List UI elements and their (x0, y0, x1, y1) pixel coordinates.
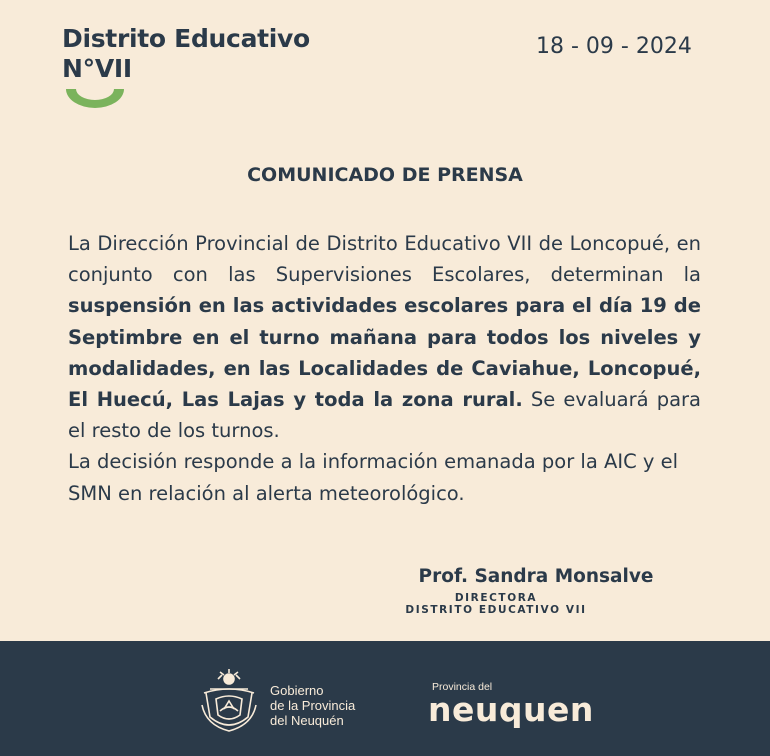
body-p1-start: La Dirección Provincial de Distrito Educativo VII de Loncopué, en conjunto con las Supervisiones Escolares, determinan la (68, 232, 701, 287)
smile-logo-icon (64, 89, 126, 109)
signature-org: DISTRITO EDUCATIVO VII (405, 604, 587, 616)
district-title-line2: N°VII (62, 54, 132, 83)
gov-line-1: Gobierno (270, 683, 324, 698)
body-paragraph-1 (68, 228, 701, 446)
signature-role: DIRECTORA (454, 592, 538, 604)
district-title (62, 24, 310, 84)
gov-line-3: del Neuquén (270, 713, 344, 728)
press-release-heading: COMUNICADO DE PRENSA (247, 164, 523, 186)
province-emblem-icon (196, 665, 262, 735)
signature-role-block (380, 592, 612, 616)
gov-line-2: de la Provincia (270, 698, 356, 713)
brand-small-text: Provincia del (432, 681, 493, 693)
footer-bar (0, 641, 770, 756)
body-p1-end: Se evaluará para el resto de los turnos. (68, 388, 702, 443)
district-title-line1: Distrito Educativo (62, 24, 310, 53)
press-release-body (68, 228, 701, 509)
signature-name: Prof. Sandra Monsalve (418, 566, 654, 587)
body-p1-bold: suspensión en las actividades escolares para el día 19 de Septimbre en el turno mañana para todos los niveles y modalidades, en las Localidades de Caviahue, Loncopué, El Huecú, Las Lajas y toda la zona rural. (68, 294, 701, 412)
brand-logo-text: neuquen (428, 690, 594, 729)
body-paragraph-2: La decisión responde a la información emanada por la AIC y el SMN en relación al alerta meteorológico. (68, 450, 679, 505)
document-date: 18 - 09 - 2024 (536, 34, 692, 59)
gov-logo-text (270, 683, 355, 728)
